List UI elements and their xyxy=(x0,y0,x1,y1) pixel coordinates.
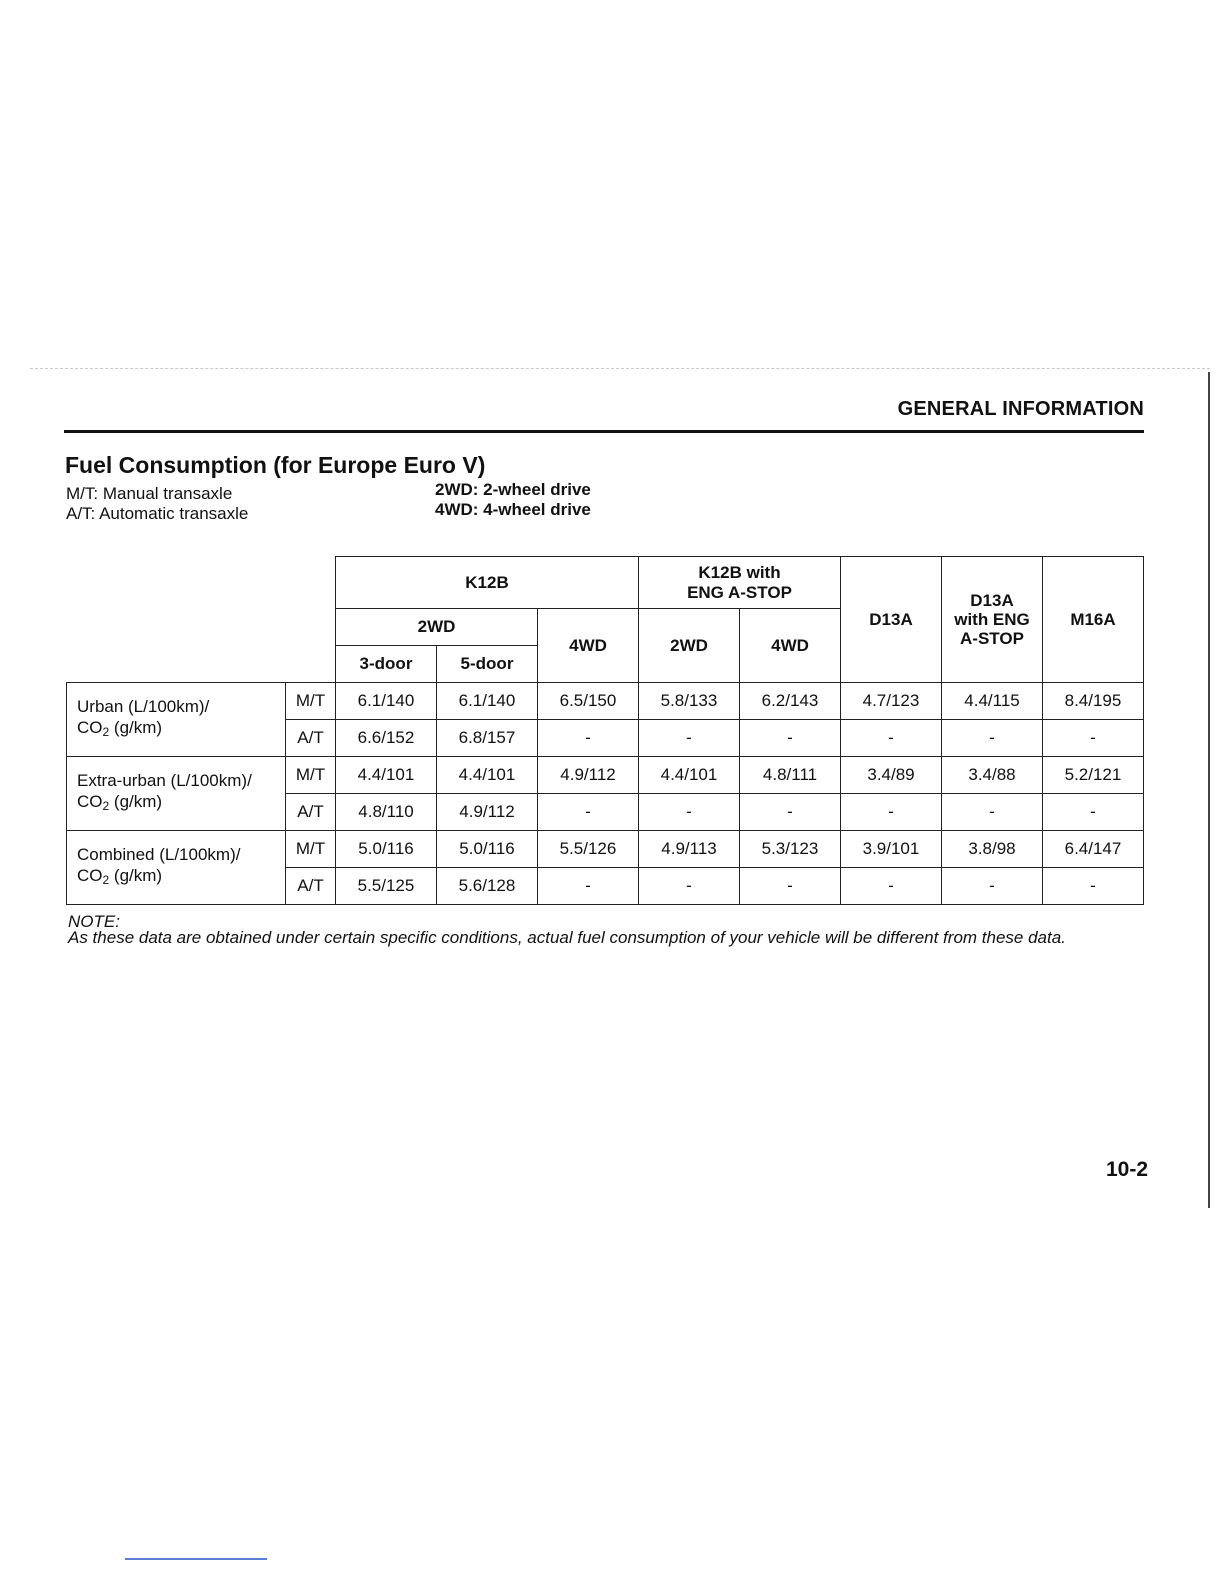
table-cell: - xyxy=(1043,794,1144,831)
table-cell: 5.6/128 xyxy=(437,868,538,905)
table-cell: 6.6/152 xyxy=(336,720,437,757)
table-cell: 4.4/115 xyxy=(942,683,1043,720)
table-cell: - xyxy=(740,720,841,757)
table-cell: 6.5/150 xyxy=(538,683,639,720)
header-d13a-astop: D13A with ENG A-STOP xyxy=(942,557,1043,683)
header-m16a: M16A xyxy=(1043,557,1144,683)
transaxle-mt: M/T xyxy=(286,683,336,720)
header-astop-4wd: 4WD xyxy=(740,609,841,683)
table-cell: 6.4/147 xyxy=(1043,831,1144,868)
header-astop-2wd: 2WD xyxy=(639,609,740,683)
table-cell: - xyxy=(639,868,740,905)
drive-legend xyxy=(435,480,591,520)
header-d13a: D13A xyxy=(841,557,942,683)
metric-extra-urban: Extra-urban (L/100km)/ $CO_2$ (g/km) xyxy=(67,757,286,831)
table-cell: - xyxy=(538,794,639,831)
table-cell: 5.3/123 xyxy=(740,831,841,868)
table-cell: 6.2/143 xyxy=(740,683,841,720)
transaxle-at: A/T xyxy=(286,720,336,757)
metric-combined: Combined (L/100km)/ $CO_2$ (g/km) xyxy=(67,831,286,905)
table-cell: 6.8/157 xyxy=(437,720,538,757)
transaxle-mt: M/T xyxy=(286,757,336,794)
fuel-consumption-table xyxy=(66,556,1144,905)
legend-4wd: 4WD: 4-wheel drive xyxy=(435,500,591,519)
header-rule xyxy=(64,430,1144,433)
table-cell: 4.9/112 xyxy=(437,794,538,831)
scan-mark-bottom xyxy=(125,1558,267,1560)
table-corner xyxy=(67,557,336,683)
transaxle-legend xyxy=(66,484,248,524)
table-cell: 4.4/101 xyxy=(639,757,740,794)
table-cell: 3.4/89 xyxy=(841,757,942,794)
note-label: NOTE: xyxy=(68,912,120,931)
transaxle-at: A/T xyxy=(286,794,336,831)
table-cell: 8.4/195 xyxy=(1043,683,1144,720)
metric-urban: Urban (L/100km)/ $CO_2$ (g/km) xyxy=(67,683,286,757)
transaxle-mt: M/T xyxy=(286,831,336,868)
table-cell: 4.8/111 xyxy=(740,757,841,794)
table-cell: 4.4/101 xyxy=(336,757,437,794)
legend-mt: M/T: Manual transaxle xyxy=(66,484,233,503)
header-k12b-2wd: 2WD xyxy=(336,609,538,646)
table-cell: - xyxy=(1043,868,1144,905)
legend-2wd: 2WD: 2-wheel drive xyxy=(435,480,591,499)
table-cell: - xyxy=(538,720,639,757)
table-cell: - xyxy=(538,868,639,905)
transaxle-at: A/T xyxy=(286,868,336,905)
section-title: Fuel Consumption (for Europe Euro V) xyxy=(65,452,486,478)
table-cell: - xyxy=(841,868,942,905)
table-cell: 3.4/88 xyxy=(942,757,1043,794)
table-cell: - xyxy=(942,720,1043,757)
table-cell: - xyxy=(639,720,740,757)
header-5-door: 5-door xyxy=(437,646,538,683)
table-cell: - xyxy=(942,794,1043,831)
page-header-title: GENERAL INFORMATION xyxy=(897,398,1144,420)
table-cell: 5.8/133 xyxy=(639,683,740,720)
header-k12b-4wd: 4WD xyxy=(538,609,639,683)
table-row xyxy=(67,683,1144,720)
table-row xyxy=(67,757,1144,794)
table-cell: 4.7/123 xyxy=(841,683,942,720)
table-cell: - xyxy=(841,720,942,757)
table-cell: - xyxy=(841,794,942,831)
header-k12b: K12B xyxy=(336,557,639,609)
note-text: As these data are obtained under certain specific conditions, actual fuel consumption of your vehicle will be different from these data. xyxy=(68,928,1066,947)
header-k12b-astop: K12B with ENG A-STOP xyxy=(639,557,841,609)
table-cell: 4.9/113 xyxy=(639,831,740,868)
table-cell: 3.9/101 xyxy=(841,831,942,868)
scan-edge-right xyxy=(1208,372,1210,1208)
table-cell: 6.1/140 xyxy=(336,683,437,720)
table-cell: 5.5/125 xyxy=(336,868,437,905)
table-cell: 4.9/112 xyxy=(538,757,639,794)
page-number: 10-2 xyxy=(1106,1158,1149,1181)
header-3-door: 3-door xyxy=(336,646,437,683)
table-cell: 5.2/121 xyxy=(1043,757,1144,794)
table-cell: 5.0/116 xyxy=(336,831,437,868)
table-cell: - xyxy=(1043,720,1144,757)
table-cell: - xyxy=(639,794,740,831)
table-row xyxy=(67,831,1144,868)
table-cell: 5.5/126 xyxy=(538,831,639,868)
table-cell: - xyxy=(740,794,841,831)
table-cell: - xyxy=(740,868,841,905)
table-cell: - xyxy=(942,868,1043,905)
table-cell: 5.0/116 xyxy=(437,831,538,868)
scan-edge-top xyxy=(30,368,1210,369)
legend-at: A/T: Automatic transaxle xyxy=(66,504,249,523)
table-cell: 4.8/110 xyxy=(336,794,437,831)
table-cell: 4.4/101 xyxy=(437,757,538,794)
table-cell: 6.1/140 xyxy=(437,683,538,720)
table-cell: 3.8/98 xyxy=(942,831,1043,868)
